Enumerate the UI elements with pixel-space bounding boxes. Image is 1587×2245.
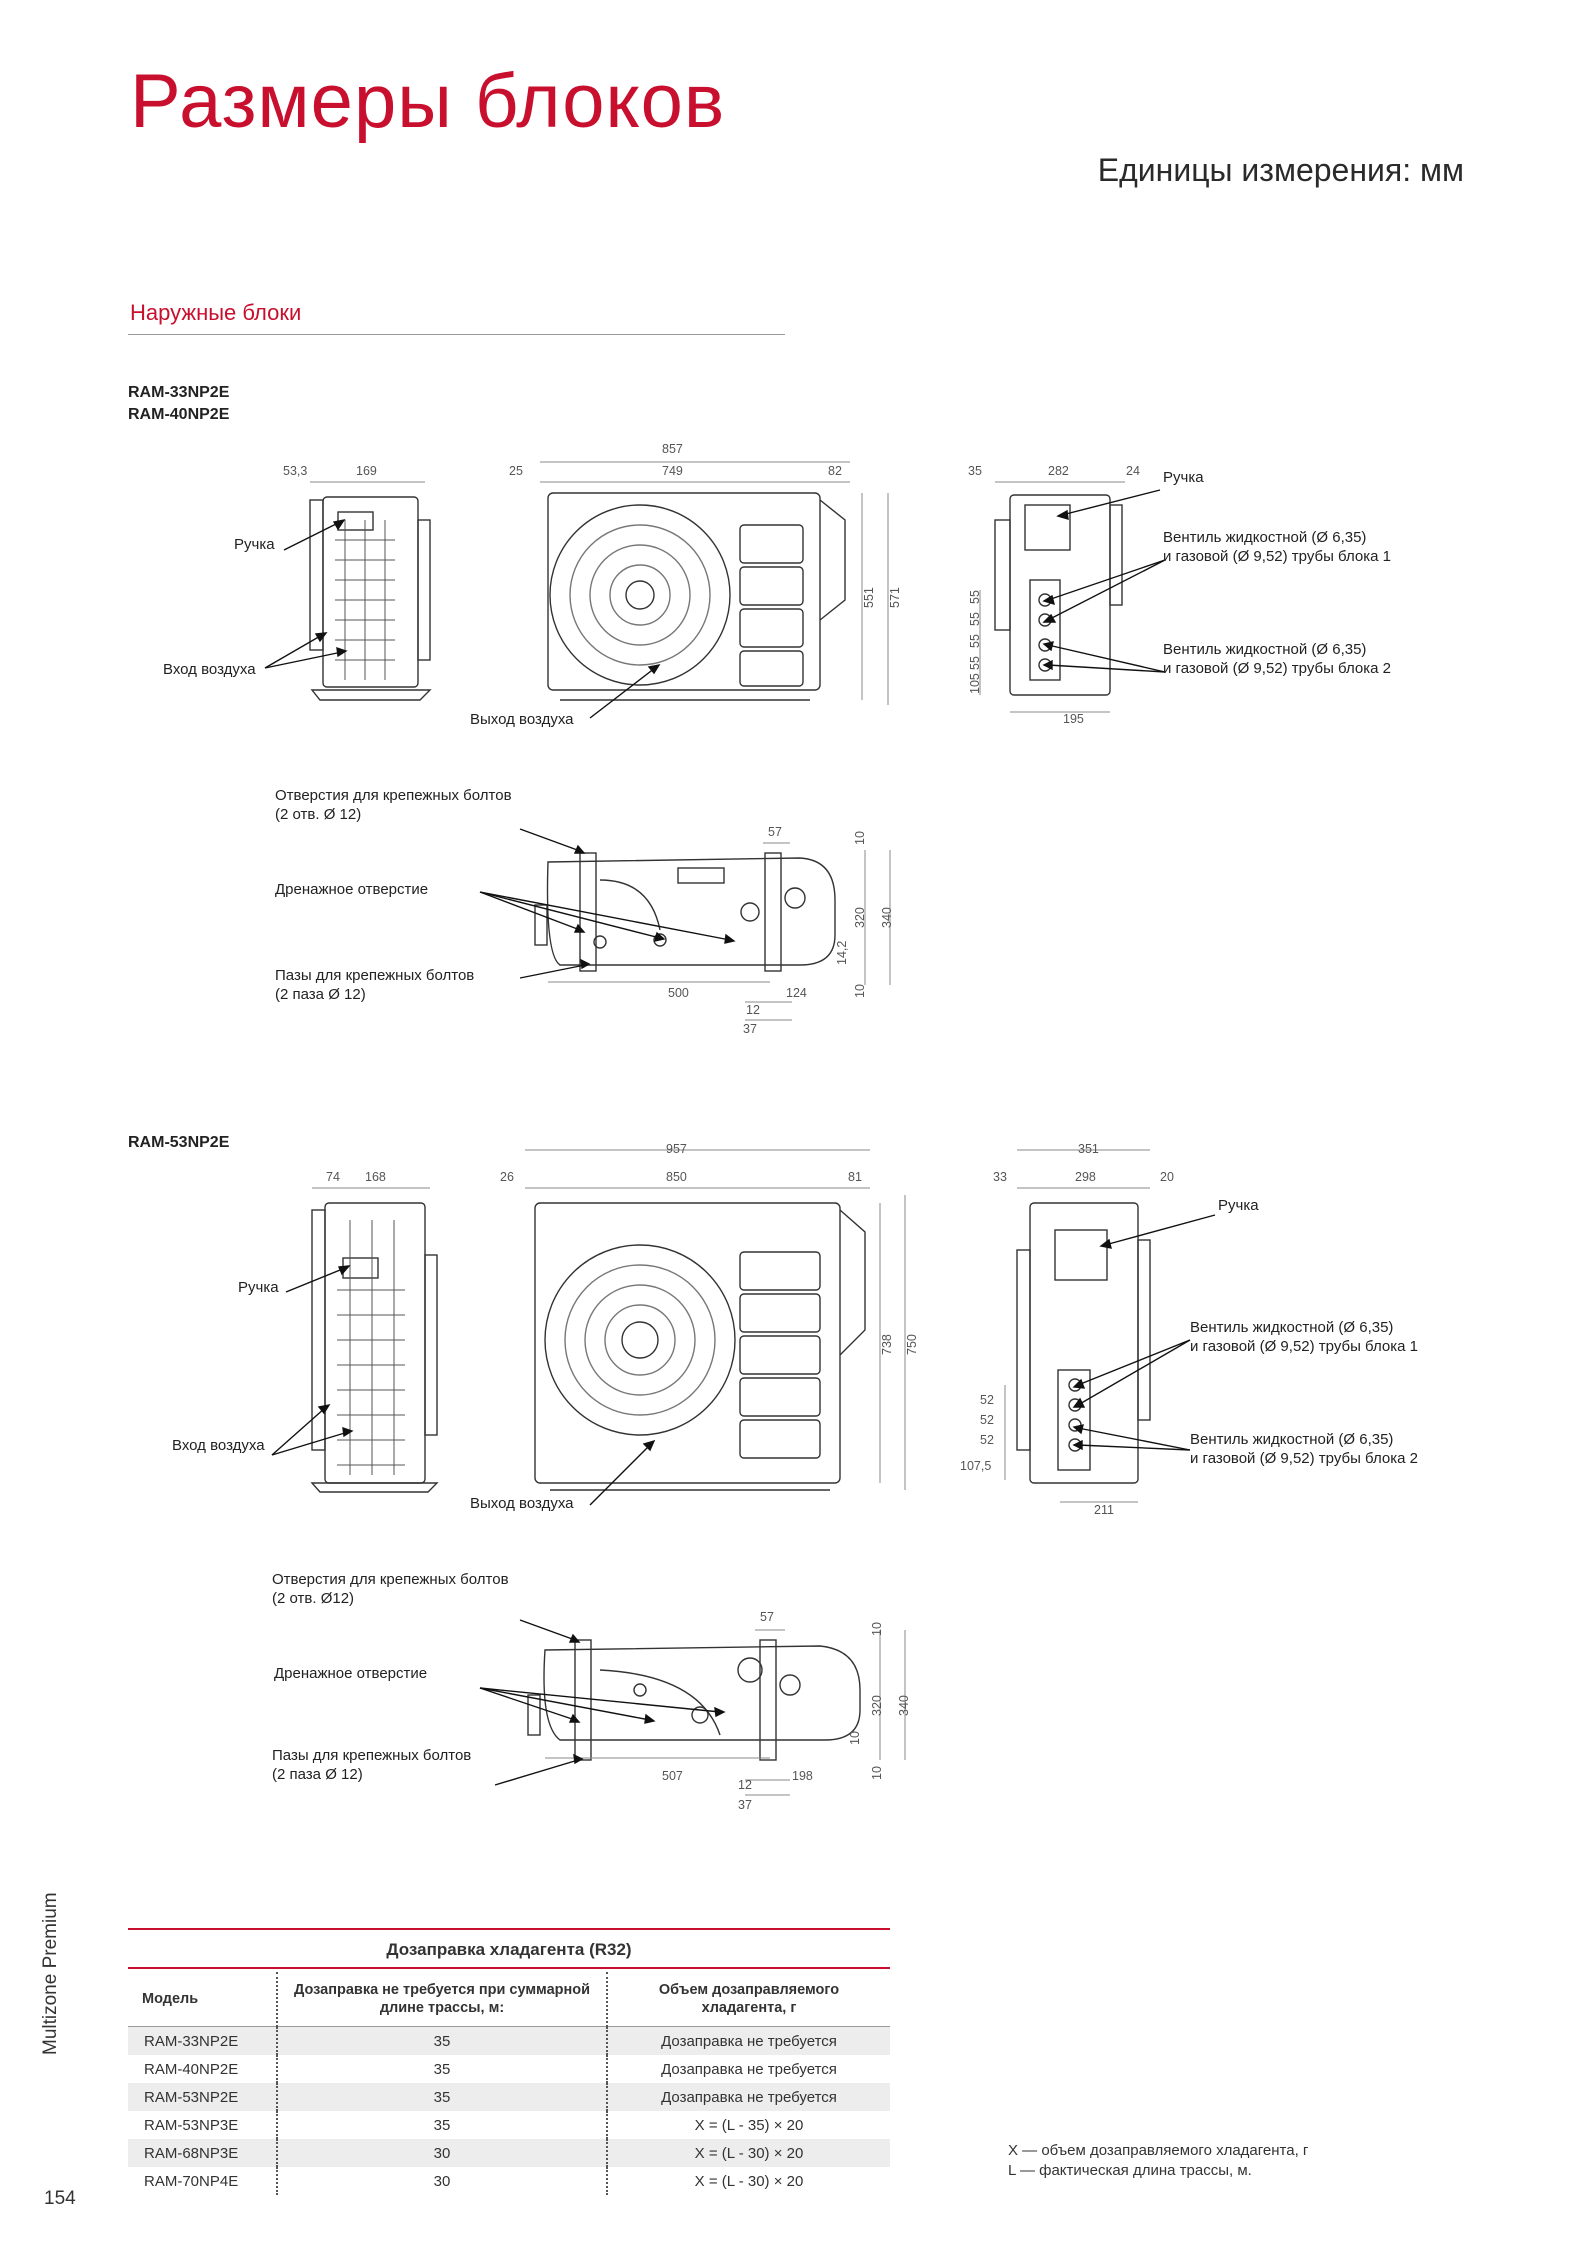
table-cell: 30 — [277, 2139, 607, 2167]
dim-value: 25 — [509, 464, 523, 478]
dim-value: 55 — [968, 612, 982, 626]
dim-value: 26 — [500, 1170, 514, 1184]
dim-value: 107,5 — [960, 1459, 992, 1473]
unit2-air-in-label: Вход воздуха — [172, 1437, 265, 1454]
table-row — [128, 2167, 890, 2195]
table-row — [128, 2111, 890, 2139]
table-cell: RAM-40NP2E — [144, 2060, 239, 2078]
valve-text: Вентиль жидкостной (Ø 6,35) — [1163, 641, 1367, 658]
dim-value: 500 — [668, 986, 689, 1000]
unit1-drain-label: Дренажное отверстие — [275, 881, 429, 898]
valve-text: Вентиль жидкостной (Ø 6,35) — [1190, 1431, 1394, 1448]
dim-value: 10 — [848, 1731, 862, 1745]
unit2-right-view — [1017, 1203, 1150, 1483]
unit2-drain-label: Дренажное отверстие — [274, 1665, 428, 1682]
dim-value: 52 — [980, 1393, 994, 1407]
dim-value: 169 — [356, 464, 377, 478]
unit2-valve1-label — [1190, 1318, 1418, 1356]
dim-value: 81 — [848, 1170, 862, 1184]
label-text: (2 паза Ø 12) — [272, 1766, 363, 1783]
dim-value: 37 — [738, 1798, 752, 1812]
dim-value: 340 — [897, 1695, 911, 1716]
table-cell: X = (L - 35) × 20 — [607, 2111, 890, 2139]
unit1-model: RAM-33NP2E — [128, 384, 230, 401]
table-title: Дозаправка хладагента (R32) — [386, 1940, 632, 1959]
valve-text: и газовой (Ø 9,52) трубы блока 2 — [1163, 660, 1391, 677]
section-title: Наружные блоки — [130, 300, 302, 325]
col-header: Объем дозаправляемого хладагента, г — [607, 1972, 890, 2027]
units-caption: Единицы измерения: мм — [1097, 152, 1464, 188]
dim-value: 957 — [666, 1142, 687, 1156]
col-header: Дозаправка не требуется при суммарной длине трассы, м: — [277, 1972, 607, 2027]
unit2-handle-label: Ручка — [238, 1279, 279, 1296]
dim-value: 857 — [662, 442, 683, 456]
dim-value: 55 — [968, 656, 982, 670]
dim-value: 738 — [880, 1334, 894, 1355]
dim-value: 37 — [743, 1022, 757, 1036]
dim-value: 53,3 — [283, 464, 308, 478]
unit1-air-in-label: Вход воздуха — [163, 661, 256, 678]
unit2-bolt-slots-label — [272, 1746, 471, 1784]
dim-value: 12 — [746, 1003, 760, 1017]
dim-value: 750 — [905, 1334, 919, 1355]
label-text: Пазы для крепежных болтов — [272, 1747, 472, 1764]
table-cell: X = (L - 30) × 20 — [607, 2139, 890, 2167]
table-cell: X = (L - 30) × 20 — [607, 2167, 890, 2195]
unit2-bolt-holes-label — [272, 1570, 509, 1608]
table-row — [128, 2139, 890, 2167]
unit2-right-handle-label: Ручка — [1218, 1197, 1259, 1214]
dim-value: 33 — [993, 1170, 1007, 1184]
table-cell: RAM-53NP2E — [128, 2083, 277, 2111]
valve-text: и газовой (Ø 9,52) трубы блока 1 — [1163, 548, 1391, 565]
label-text: Отверстия для крепежных болтов — [275, 787, 512, 804]
table-cell: RAM-53NP3E — [144, 2116, 239, 2134]
label-text: (2 отв. Ø 12) — [275, 806, 362, 823]
table-row — [128, 2027, 890, 2056]
note-l: L — фактическая длина трассы, м. — [1008, 2162, 1252, 2179]
dim-value: 195 — [1063, 712, 1084, 726]
page-title: Размеры блоков — [130, 59, 726, 144]
note-x: X — объем дозаправляемого хладагента, г — [1008, 2142, 1309, 2159]
dim-value: 52 — [980, 1433, 994, 1447]
side-caption: Multizone Premium — [40, 1892, 61, 2055]
dim-value: 55 — [968, 634, 982, 648]
table-cell: Дозаправка не требуется — [607, 2055, 890, 2083]
table-cell: 35 — [277, 2111, 607, 2139]
dim-value: 52 — [980, 1413, 994, 1427]
dim-value: 340 — [880, 907, 894, 928]
dim-value: 124 — [786, 986, 807, 1000]
unit2-front-view — [535, 1203, 865, 1490]
dim-value: 351 — [1078, 1142, 1099, 1156]
valve-text: и газовой (Ø 9,52) трубы блока 1 — [1190, 1338, 1418, 1355]
table-cell: 35 — [277, 2083, 607, 2111]
dim-value: 82 — [828, 464, 842, 478]
unit1-right-handle-label: Ручка — [1163, 469, 1204, 486]
label-text: (2 паза Ø 12) — [275, 986, 366, 1003]
dim-value: 211 — [1094, 1503, 1114, 1517]
dim-value: 10 — [853, 984, 867, 998]
dim-value: 24 — [1126, 464, 1140, 478]
dim-value: 74 — [326, 1170, 340, 1184]
dim-value: 850 — [666, 1170, 687, 1184]
dim-value: 198 — [792, 1769, 813, 1783]
table-cell: 35 — [277, 2055, 607, 2083]
dim-value: 551 — [862, 587, 876, 608]
label-text: (2 отв. Ø12) — [272, 1590, 355, 1607]
dim-value: 57 — [760, 1610, 774, 1624]
unit2-air-out-label: Выход воздуха — [470, 1495, 574, 1512]
table-title-rule — [128, 1967, 890, 1969]
dim-value: 14,2 — [835, 940, 849, 965]
dim-value: 10 — [853, 831, 867, 845]
dim-value: 507 — [662, 1769, 683, 1783]
table-cell: 35 — [277, 2027, 607, 2056]
table-top-rule — [128, 1928, 890, 1930]
table-cell: Дозаправка не требуется — [607, 2083, 890, 2111]
refill-table — [128, 1972, 890, 2195]
dim-value: 10 — [870, 1622, 884, 1636]
table-row — [128, 2055, 890, 2083]
table-header-row — [128, 1972, 890, 2027]
valve-text: Вентиль жидкостной (Ø 6,35) — [1163, 529, 1367, 546]
label-text: Отверстия для крепежных болтов — [272, 1571, 509, 1588]
unit2-side-view — [312, 1203, 437, 1492]
dim-value: 55 — [968, 590, 982, 604]
dim-value: 105 — [968, 673, 982, 694]
dim-value: 10 — [870, 1766, 884, 1780]
page-number: 154 — [44, 2188, 76, 2209]
table-cell: RAM-70NP4E — [144, 2172, 239, 2190]
table-cell: Дозаправка не требуется — [607, 2027, 890, 2056]
dim-value: 571 — [888, 587, 902, 608]
dim-value: 282 — [1048, 464, 1069, 478]
table-cell: 30 — [277, 2167, 607, 2195]
unit1-handle-label: Ручка — [234, 536, 275, 553]
dim-value: 12 — [738, 1778, 752, 1792]
unit2-valve2-label — [1190, 1430, 1418, 1468]
unit2-base-view — [528, 1640, 860, 1760]
dim-value: 320 — [853, 907, 867, 928]
table-cell: RAM-33NP2E — [128, 2027, 277, 2056]
col-header: Модель — [142, 1991, 199, 2007]
table-row — [128, 2083, 890, 2111]
dim-value: 57 — [768, 825, 782, 839]
dim-value: 320 — [870, 1695, 884, 1716]
unit1-model: RAM-40NP2E — [128, 406, 230, 423]
dim-value: 20 — [1160, 1170, 1174, 1184]
table-cell: RAM-68NP3E — [128, 2139, 277, 2167]
valve-text: Вентиль жидкостной (Ø 6,35) — [1190, 1319, 1394, 1336]
unit1-air-out-label: Выход воздуха — [470, 711, 574, 728]
unit2-model: RAM-53NP2E — [128, 1134, 230, 1151]
dim-value: 749 — [662, 464, 683, 478]
dim-value: 298 — [1075, 1170, 1096, 1184]
dim-value: 168 — [365, 1170, 386, 1184]
dim-value: 35 — [968, 464, 982, 478]
valve-text: и газовой (Ø 9,52) трубы блока 2 — [1190, 1450, 1418, 1467]
label-text: Пазы для крепежных болтов — [275, 967, 475, 984]
